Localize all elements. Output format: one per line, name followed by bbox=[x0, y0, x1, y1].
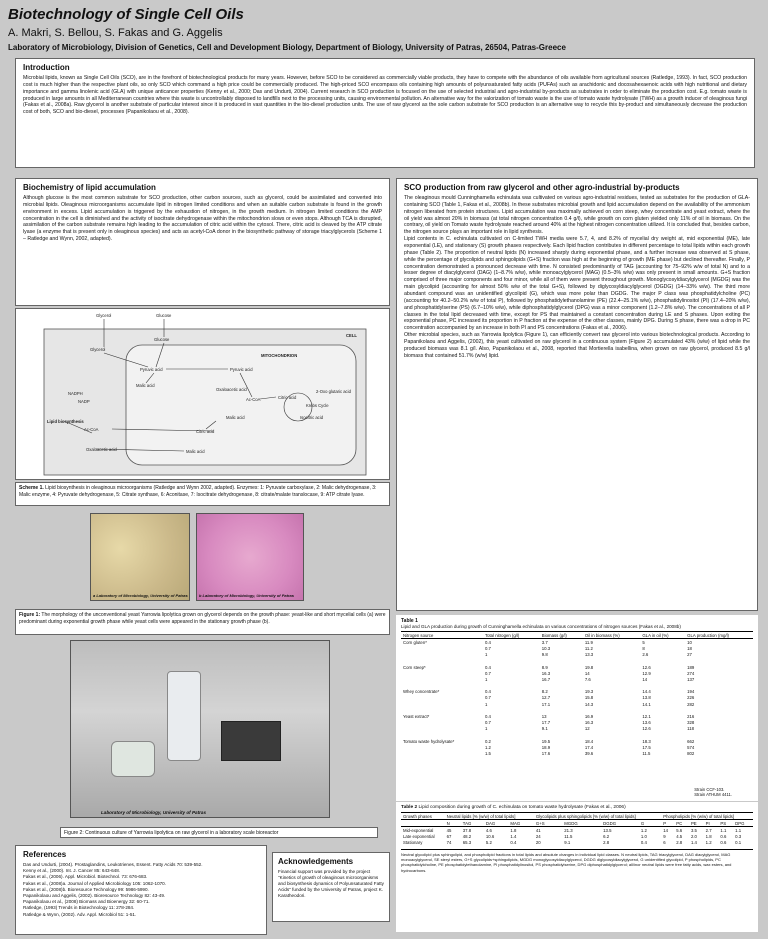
table2-subheader: G bbox=[639, 820, 661, 827]
table1-cell: 12.7 bbox=[541, 695, 551, 701]
table2-cell: 4.5 bbox=[676, 834, 683, 840]
label-citric-cyto: Citric acid bbox=[196, 429, 215, 434]
label-oxoglut: 2-Oxo glutaric acid bbox=[316, 389, 351, 394]
table2-cell: 0.4 bbox=[510, 840, 517, 846]
table1-spacer bbox=[401, 757, 753, 763]
table2-cell: 9 bbox=[663, 834, 666, 840]
table1-cell: 12.6 bbox=[642, 726, 651, 732]
table2-cell: 1.2 bbox=[640, 827, 647, 833]
table1-cell: 1.2 bbox=[484, 744, 491, 750]
table2-subheader bbox=[401, 820, 445, 827]
table1-cell: 0.7 bbox=[484, 670, 491, 676]
table1-cell: 19.8 bbox=[584, 664, 594, 670]
table1-cell: 137 bbox=[687, 676, 695, 682]
table1-cell: 0.4 bbox=[484, 689, 491, 695]
table1-caption: Lipid and GLA production during growth of Cunninghamella echinulata on various concentrations of nitrogen sources (Fakas et al., 2008b) bbox=[401, 624, 681, 629]
table2-cell: 48.2 bbox=[462, 834, 472, 840]
figure1b-label: b Laboratory of Microbiology, University of Patras bbox=[199, 593, 294, 598]
table2-caption: Lipid composition during growth of C. echinulata on tomato waste hydrolysate (Fakas et al., 2006) bbox=[417, 805, 626, 810]
table2-subheader: PC bbox=[674, 820, 689, 827]
table1-cell: 11.2 bbox=[584, 645, 593, 651]
label-krebs: Krebs Cycle bbox=[306, 403, 329, 408]
table1-header: GLA in oil (%) bbox=[640, 632, 685, 639]
table1-cell: 0.2 bbox=[484, 738, 491, 744]
figure1-caption-text: The morphology of the unconventional yeast Yarrowia lipolytica grown on glycerol depends on the growth phase: yeast-like and short mycelial cells (a) were predominant during exponential growth phase while yeast cells were appeared in the stationary growth phase (b). bbox=[19, 612, 386, 625]
table1-cell: 17.7 bbox=[541, 720, 551, 726]
figure1-caption-label: Figure 1: bbox=[19, 612, 41, 618]
table1-cell: 16.3 bbox=[541, 670, 551, 676]
reference-item: Ratledge, (1993) Trends in Biotechnology 11: 278-284. bbox=[23, 905, 135, 911]
table1-cell: 17.6 bbox=[541, 751, 551, 757]
label-glucose-out: Glucose bbox=[156, 313, 172, 318]
table1-cell: 39.6 bbox=[584, 751, 594, 757]
table2-subheader: N bbox=[445, 820, 461, 827]
table1-cell: 11.9 bbox=[584, 639, 593, 645]
table2-cell: 14 bbox=[663, 827, 669, 833]
table1-cell: 18.4 bbox=[584, 738, 594, 744]
table1-cell: 8 bbox=[642, 645, 645, 651]
table2-cell: 74 bbox=[446, 840, 452, 846]
table2-cell: 2.8 bbox=[676, 840, 683, 846]
table1-cell: 12.1 bbox=[642, 714, 651, 720]
sco-paragraph-1: The oleaginous mould Cunninghamella echinulata was cultivated on various agro-industrial residues, tested as substrates for the production of GLA-containing SCO (Table 1, Fakas et al., 2008b). In these substrates microbial growth and lipid accumulation depend on the availability of the ammonium nitrogen liberated from protein structures. Lipid accumulation was maximally achieved on corn steep, whey concentrate and yeast extract, where the oil yield was almost 20% in biomass (at total nitrogen concentration 0.4 g/l), while growth on corn gluten yielded only 11% of oil in biomass. On the contrary, oil yield on Tomato waste hydrolysate reached around 40% at the highest nitrogen concentration utilized. It is concluded that, besides carbon, the nitrogen source plays an important role in lipid synthesis. bbox=[404, 195, 750, 236]
references-list bbox=[23, 862, 259, 918]
table1-source-cell: Yeast extract* bbox=[403, 714, 430, 720]
table2-cell: 24 bbox=[535, 834, 541, 840]
table1-cell: 14 bbox=[642, 676, 648, 682]
table2-cell: 0.3 bbox=[735, 834, 742, 840]
table1-cell: 8.2 bbox=[541, 689, 548, 695]
table2-subheader-row bbox=[401, 820, 753, 827]
table2-cell: 65.3 bbox=[462, 840, 472, 846]
table2-cell: 0.6 bbox=[720, 840, 727, 846]
label-malic-cyto2: Malic acid bbox=[186, 449, 205, 454]
reference-item: Ratledge & Wynn, (2002). Adv. Appl. Microbiol 51: 1-51. bbox=[23, 911, 137, 917]
label-malic-cyto: Malic acid bbox=[136, 383, 155, 388]
table1-cell: 189 bbox=[687, 664, 695, 670]
table1-header: GLA production (mg/l) bbox=[685, 632, 753, 639]
table1-source-cell: Corn steep* bbox=[403, 664, 426, 670]
sco-panel bbox=[396, 178, 758, 611]
table1-cell: 12 bbox=[584, 726, 590, 732]
table1-cell: 18 bbox=[687, 645, 692, 651]
biochemistry-panel bbox=[15, 178, 390, 306]
table2-cell: 6.2 bbox=[603, 834, 610, 840]
table2-cell: 3.5 bbox=[690, 827, 697, 833]
table2-cell: 10.6 bbox=[485, 834, 495, 840]
table1-row bbox=[401, 639, 753, 646]
table2-cell: 6 bbox=[663, 840, 666, 846]
table1-cell: 13.6 bbox=[642, 720, 651, 726]
monitor bbox=[221, 721, 281, 761]
table2-cell: 37.8 bbox=[462, 827, 472, 833]
reference-item: Papanikolaou et al., (2008) Biomass and Bioenergy 32: 60-71. bbox=[23, 899, 150, 905]
table1-cell: 12.6 bbox=[642, 664, 651, 670]
table1-strain-1: Strain CCF-103. bbox=[694, 787, 725, 792]
table1-panel bbox=[396, 615, 758, 801]
table1-cell: 0.7 bbox=[484, 695, 491, 701]
affiliation: Laboratory of Microbiology, Division of Genetics, Cell and Development Biology, Department of Biology, University of Patras, 26504, Patras-Greece bbox=[8, 43, 566, 52]
table1-cell: 12.9 bbox=[642, 670, 651, 676]
reference-item: Kenny et al., (2000). Int. J. Cancer 85: 643-648. bbox=[23, 868, 121, 874]
reference-item: Fakas et al., (2008)b. Bioresource Technology 99: 5986-5990. bbox=[23, 886, 149, 892]
table1-cell: 11.5 bbox=[642, 751, 651, 757]
table2-group-header: Growth phases bbox=[401, 813, 445, 820]
table1-cell: 18.3 bbox=[642, 738, 651, 744]
table1-cell: 14.1 bbox=[642, 701, 651, 707]
table2-body bbox=[401, 827, 753, 846]
label-cell: CELL bbox=[346, 333, 357, 338]
table2-cell: 20 bbox=[535, 840, 541, 846]
table2-cell: 0.1 bbox=[735, 840, 742, 846]
table2-cell: 1.1 bbox=[735, 827, 742, 833]
table2-subheader: PE bbox=[689, 820, 704, 827]
table1-cell: 328 bbox=[687, 720, 695, 726]
introduction-heading: Introduction bbox=[23, 63, 70, 72]
biochemistry-text: Although glucose is the most common substrate for SCO production, other carbon sources, such as glycerol, could be assimilated and converted into microbial lipids. Oleaginous microorganisms accumulate lipid in nitrogen limited conditions and when an suitable carbon substrate is found in the growth environment in excess. Lipid accumulation is triggered by the exhaustion of nitrogen, in the growth medium. In nitrogen limited conditions the AMP concentration in the cell is diminished and the activity of isocitrate dehydrogenase within the mitochondrion slows or even stops. Although TCA is disrupted, assimilation of the carbon substrate remains high leading to the accumulation of citric acid within the cytosol. There, citric acid is cleaved by the ATP citrate lyase (a enzyme that is present only in oleaginous species) and acts as acetyl-CoA donor in the biosynthetic pathway of storage triacylglycerols (Scheme 1 – Ratledge and Wynn, 2002, adapted). bbox=[23, 195, 382, 243]
table1-cell: 15.8 bbox=[584, 695, 594, 701]
label-glycerol-out: Glycerol bbox=[96, 313, 112, 318]
table1-header: Oil in biomass (%) bbox=[583, 632, 641, 639]
table1-source-cell: Whey concentrate* bbox=[403, 689, 440, 695]
biochemistry-heading: Biochemistry of lipid accumulation bbox=[23, 183, 156, 192]
label-acetylcoa-cyto: Ac-CoA bbox=[84, 427, 99, 432]
table2-cell: Mid-exponential bbox=[403, 827, 434, 833]
table1-cell: 9.1 bbox=[541, 726, 548, 732]
table1-cell: 9.8 bbox=[541, 652, 548, 658]
table1-cell: 10.3 bbox=[541, 645, 551, 651]
sco-paragraph-2: Lipid contents in C. echinulata cultivated on C-limited TWH media were 5.7, 4, and 8.2% of mycelial dry weight at, mid exponential (ME), late exponential (LE), and stationary (S) growth phases respectively. Each lipid fraction contributes in different percentage to total lipids within each growth phase (Table 2). The proportion of neutral lipids (N) increased sharply during exponential phase, and a further increase was observed at S phase, while the percentage of glycolipids and sphingolipids (G+S) fraction was high at the beginning of growth (ME phase) but declined thereafter. Finally, P concentration demonstrated a pronounced decrease with time. N consisted predominantly of TAG (accounting for 75–92% w/w of total N) and to a lesser degree of diacylglycerol (DAG) (1–8.7% w/w), while monoacylglycerol (MAG) (0.5–3% w/w) was only present in small amounts. G+S fraction comprised of three major components and four minor, while all of them were present throughout growth. Monoglycosyldiacylglycerol (MGDG) was the main glycolipid (accounting for almost 50% w/w of the total G+S), followed by diglycosyldiacylglycerol (DGDG) (14–33% w/w). The third more abundant compound was an unidentified glycolipid (G), which was more polar than DGDG. The major P class was phosphatidylcholine (PC) (accounting for 40.2–50.2% w/w of total P), followed by phosphatidylethanolamine (PE) (22.4–25.1% w/w), phosphatidylinositol (PI) (17.4–20% w/w), and phosphatidylserine (PS) (6.7–10% w/w), while diphosphatidylglycerol (DPG) was a minor component (1.2–7.8% w/w). The concentrations of all P classes in the total lipid decreased with time, except for PS that maintained a constant concentration during LE and S phases. Upon exiting the exponential phase, PC increased its proportion in P fraction at the expense of the other classes, mainly DPG. During S phase, there was a drop in PC concentration accompanied by an increase in both PI and PS concentrations (Fakas et al., 2006). bbox=[404, 236, 750, 332]
table2-cell: 0.6 bbox=[720, 834, 727, 840]
table1-cell: 10 bbox=[687, 639, 692, 645]
table2-subheader: P bbox=[661, 820, 674, 827]
introduction-panel bbox=[15, 58, 755, 168]
table1-cell: 18.9 bbox=[541, 744, 551, 750]
table1-cell: 16.3 bbox=[584, 720, 594, 726]
figure1-caption bbox=[15, 609, 390, 635]
label-nadph: NADPH bbox=[68, 391, 83, 396]
table1-cell: 14.4 bbox=[642, 689, 651, 695]
acknowledgements-text: Financial support was provided by the project "Kinetics of growth of oleaginous microorganisms and biosynthesis dynamics of Polyunsaturated Fatty Acids" funded by the University of Patras, project K. Karatheodori. bbox=[278, 869, 384, 899]
label-oxalo-mito: Oxaloacetic acid bbox=[216, 387, 247, 392]
figure1a-micrograph bbox=[90, 513, 190, 601]
label-acetylcoa-mito: Ac-CoA bbox=[246, 397, 261, 402]
table2-row bbox=[401, 840, 753, 846]
table2-cell: 4.6 bbox=[485, 827, 492, 833]
table2-subheader: DGDG bbox=[601, 820, 639, 827]
table2-label: Table 2 bbox=[401, 805, 418, 810]
table2-cell: 1.0 bbox=[640, 834, 647, 840]
table1-cell: 19.5 bbox=[541, 738, 551, 744]
table2-footnote: Neutral glycolipid plus sphingolipid, and phospholipid fractions in total lipids and absolute changes in individual lipid classes. N neutral lipids, TAG triacylglycerol, DAG diacylglycerol, MAG monoacylglycerol, SE steryl esters, G+S glycolipids+sphingolipids, MGDG monoglycosyldiacylglycerol, DGDG diglycosyldiacylglycerol, G unidentified glycolipid, P phospholipids, PC phosphatidylcholine, PE phosphatidylethanolamine, PI phosphatidylinositol, PS phosphatidylserine, DPG diphosphatidylglycerol; all/inor neutral lipids were free fatty acids, wax esters, and hydrocarbons. bbox=[401, 849, 753, 873]
table1-cell: 194 bbox=[687, 689, 695, 695]
table2-cell: 5.6 bbox=[676, 827, 683, 833]
figure2-photo bbox=[70, 640, 330, 818]
reference-item: Fakas et al., (2006). Appl. Microbiol. Biotechnol. 73: 676-683. bbox=[23, 874, 148, 880]
label-oxalo-cyto: Oxaloacetic acid bbox=[86, 447, 117, 452]
scheme-diagram bbox=[15, 308, 390, 480]
references-panel bbox=[15, 845, 267, 935]
table1-source-cell: Tomato waste hydrolysate* bbox=[403, 738, 455, 744]
authors: A. Makri, S. Bellou, S. Fakas and G. Aggelis bbox=[8, 27, 223, 39]
acknowledgements-heading: Acknowledgements bbox=[278, 857, 354, 866]
table1-cell: 8.9 bbox=[541, 664, 548, 670]
table2-subheader: DAG bbox=[484, 820, 509, 827]
references-heading: References bbox=[23, 850, 67, 859]
table1-cell: 216 bbox=[687, 714, 695, 720]
table1-cell: 7.6 bbox=[584, 676, 591, 682]
table1-cell: 2.6 bbox=[642, 652, 649, 658]
label-glucose-in: Glucose bbox=[154, 337, 170, 342]
introduction-text: Microbial lipids, known as Single Cell Oils (SCO), are in the forefront of biotechnological products for many years. However, before SCO to be considered as commercially viable products, they have to compete with the abundance of oils available from agricultural sources (Ratledge, 1993). In fact, SCO production cost is much higher than the respective plant oils, so only SCO which command a high price could be commercially produced. The high-priced SCO encompass oils containing high amounts of polyunsaturated fatty acids (PUFAs) such as arachidonic and docosahexaenoic acids with high nutritional and dietary importance and gamma linolenic acid (GLA) with unique anticancer properties (Kenny et al., 2000; Das and Undurti, 2004). Current research in SCO production is focused on the use of selected industrial and agro-industrial by-products as substrates in order to eliminate the production cost. E.g. tomato waste is produced in large amounts in all Mediterranean countries where this waste is uncontrollably disposed to landfills next to the processing units, causing environmental pollution. An alternative way for the valorization of tomato waste is the use of tomato waste hydrolysate (TWH) as a growth inducer of oleaginous fungi (Fakas et al., 2008a). Raw glycerol is another substrate of particular interest since it is produced in vast quantities in the bio-diesel production units. The use of raw glycerol as the sole carbon substrate for SCO production is an alternative way to recycle this by-product and simultaneously decrease the production cost of both, SCO and bio-diesel, processes (Papanikolaou et al., 2008). bbox=[23, 75, 747, 116]
table1-header: Nitrogen source bbox=[401, 632, 483, 639]
table1-cell: 0.7 bbox=[484, 645, 491, 651]
table1-cell: 17.1 bbox=[541, 701, 551, 707]
sco-heading: SCO production from raw glycerol and other agro-industrial by-products bbox=[404, 183, 680, 192]
table1-cell: 27 bbox=[687, 652, 692, 658]
table2-group-header: Glycolipids plus sphingolipids [% (w/w) of total lipids] bbox=[534, 813, 661, 820]
table2-cell: 1.1 bbox=[720, 827, 727, 833]
table1-cell: 14.3 bbox=[584, 701, 594, 707]
label-mitochondrion: MITOCHONDRION bbox=[261, 353, 298, 358]
table1-cell: 1 bbox=[484, 652, 488, 658]
figure2-photo-label: Laboratory of Microbiology, University of Patras bbox=[101, 810, 206, 815]
table1-source-cell: Corn gluten* bbox=[403, 639, 427, 645]
table2-subheader: PI bbox=[704, 820, 719, 827]
table1-cell: 13.8 bbox=[642, 695, 651, 701]
bioreactor-vessel bbox=[167, 671, 201, 761]
table1-cell: 1 bbox=[484, 701, 488, 707]
table2-subheader: TAG bbox=[461, 820, 484, 827]
label-lipid: Lipid biosynthesis bbox=[47, 419, 84, 424]
table1-cell: 282 bbox=[687, 701, 695, 707]
table1-cell: 13.3 bbox=[584, 652, 594, 658]
figure1b-micrograph bbox=[196, 513, 304, 601]
table1-cell: 0.4 bbox=[484, 714, 491, 720]
table2-cell: 5.2 bbox=[485, 840, 492, 846]
poster-title: Biotechnology of Single Cell Oils bbox=[8, 6, 244, 23]
reference-item: Das and Undurti, (2004). Prostaglandins, Leukotrienes, Essent. Fatty Acids 70: 539-552. bbox=[23, 862, 203, 867]
table2-cell: 2.8 bbox=[603, 840, 610, 846]
label-malic-mito: Malic acid bbox=[226, 415, 245, 420]
table2 bbox=[401, 812, 753, 846]
table1-cell: 0.4 bbox=[484, 639, 491, 645]
table1-cell: 0.4 bbox=[484, 664, 491, 670]
sco-paragraph-3: Other microbial species, such as Yarrowia lipolytica (Figure 1), can efficiently convert raw glycerol into various biotechnological products. According to Papanikolaou and Aggelis, (2002), this yeast cultivated on raw glycerol in a continuous system (Figure 2) accumulated 43% (w/w) of lipid while the produced biomass was 8.1 g/l. Also, Papanikolaou et al., 2008, reported that Mortierella isabellina, when grown on raw glycerol, produced 8.5 g/l biomass that contained 51.7% (w/w) lipid. bbox=[404, 332, 750, 359]
table1-cell: 274 bbox=[687, 670, 695, 676]
table2-cell: 11.5 bbox=[564, 834, 573, 840]
table1-strain-2: Strain ATHUM 4411. bbox=[694, 792, 732, 798]
table1-cell: 17.4 bbox=[584, 744, 594, 750]
table2-cell: 1.4 bbox=[510, 834, 517, 840]
table1-label: Table 1 bbox=[401, 618, 418, 624]
table2-subheader: MAG bbox=[508, 820, 533, 827]
table1 bbox=[401, 631, 753, 763]
table2-cell: 41 bbox=[535, 827, 541, 833]
table1-cell: 1 bbox=[484, 676, 488, 682]
table2-panel bbox=[396, 802, 758, 932]
table1-cell: 118 bbox=[687, 726, 695, 732]
table1-cell: 574 bbox=[687, 744, 695, 750]
table2-cell: Stationary bbox=[403, 840, 423, 846]
table2-cell: 9.1 bbox=[564, 840, 571, 846]
table1-cell: 0.7 bbox=[484, 720, 491, 726]
table2-cell: 0.4 bbox=[640, 840, 647, 846]
label-isocitric: Isocitric acid bbox=[300, 415, 324, 420]
table1-cell: 802 bbox=[687, 751, 695, 757]
label-citric-mito: Citric acid bbox=[278, 395, 297, 400]
figure1a-label: a Laboratory of Microbiology, University of Patras bbox=[93, 593, 188, 598]
label-pyruvic-mito: Pyruvic acid bbox=[230, 367, 253, 372]
table1-cell: 1.5 bbox=[484, 751, 491, 757]
table2-cell: 67 bbox=[446, 834, 452, 840]
reference-item: Fakas et al., (2008)a. Journal of Applied Microbiology 105: 1062-1070. bbox=[23, 880, 167, 886]
scheme-caption bbox=[15, 482, 390, 506]
table2-cell: 1.2 bbox=[705, 840, 712, 846]
table2-cell: 21.3 bbox=[564, 827, 573, 833]
table2-group-header: Phospholipids [% (w/w) of total lipids] bbox=[661, 813, 753, 820]
table1-body bbox=[401, 639, 753, 763]
scheme-caption-label: Scheme 1. bbox=[19, 485, 44, 491]
scheme-caption-text: Lipid biosynthesis in oleaginous microorganisms (Ratledge and Wynn 2002, adapted). Enzymes: 1: Pyruvate carboxylase, 2: Malic dehydrogenase, 3: Malic enzyme, 4: Pyruvate dehydrogenase, 5: Citrate synthase, 6: Aconitase, 7: Isocitrate dehydrogenase, 8: citrate/malate translocase, 9: ATP citrate lyase. bbox=[19, 485, 377, 498]
table1-cell: 226 bbox=[687, 695, 695, 701]
table1-cell: 17.5 bbox=[642, 744, 651, 750]
table2-subheader: G+S bbox=[534, 820, 562, 827]
table1-cell: 3.7 bbox=[541, 639, 548, 645]
table2-cell: 2.7 bbox=[705, 827, 712, 833]
table1-cell: 19.3 bbox=[584, 689, 594, 695]
table2-cell: 1.8 bbox=[510, 827, 517, 833]
label-pyruvic-cyto: Pyruvic acid bbox=[140, 367, 163, 372]
table2-cell: 45 bbox=[446, 827, 452, 833]
table2-cell: 1.8 bbox=[705, 834, 712, 840]
reference-item: Papanikolaou and Aggelis, (2002). Bioresource Technology 82: 43-49. bbox=[23, 892, 166, 898]
table1-header: Total nitrogen (g/l) bbox=[483, 632, 540, 639]
table1-header: Biomass (g/l) bbox=[540, 632, 583, 639]
figure2-caption: Figure 2: Continuous culture of Yarrowia lipolytica on raw glycerol in a laboratory scale bioreactor bbox=[60, 827, 378, 838]
table2-cell: 1.4 bbox=[690, 840, 697, 846]
label-glycerol-in: Glycerol bbox=[90, 347, 106, 352]
table1-cell: 662 bbox=[687, 738, 695, 744]
table2-subheader: MGDG bbox=[562, 820, 601, 827]
table1-cell: 1 bbox=[484, 726, 488, 732]
table1-strains bbox=[694, 787, 732, 798]
table2-subheader: PS bbox=[718, 820, 733, 827]
table2-cell: 2.0 bbox=[690, 834, 697, 840]
label-nadp: NADP bbox=[78, 399, 90, 404]
scheme-svg bbox=[16, 309, 389, 479]
table2-cell: 13.5 bbox=[603, 827, 612, 833]
table2-cell: Late exponential bbox=[403, 834, 435, 840]
table1-cell: 13 bbox=[541, 714, 547, 720]
table2-group-header: Neutral lipids [% (w/w) of total lipids] bbox=[445, 813, 534, 820]
table1-cell: 16.9 bbox=[584, 714, 594, 720]
feed-bottle bbox=[111, 741, 155, 777]
acknowledgements-panel bbox=[272, 852, 390, 922]
table2-subheader: DPG bbox=[733, 820, 753, 827]
table2-row bbox=[401, 827, 753, 834]
table1-cell: 16.7 bbox=[541, 676, 551, 682]
table1-cell: 5 bbox=[642, 639, 645, 645]
table1-cell: 14 bbox=[584, 670, 590, 676]
